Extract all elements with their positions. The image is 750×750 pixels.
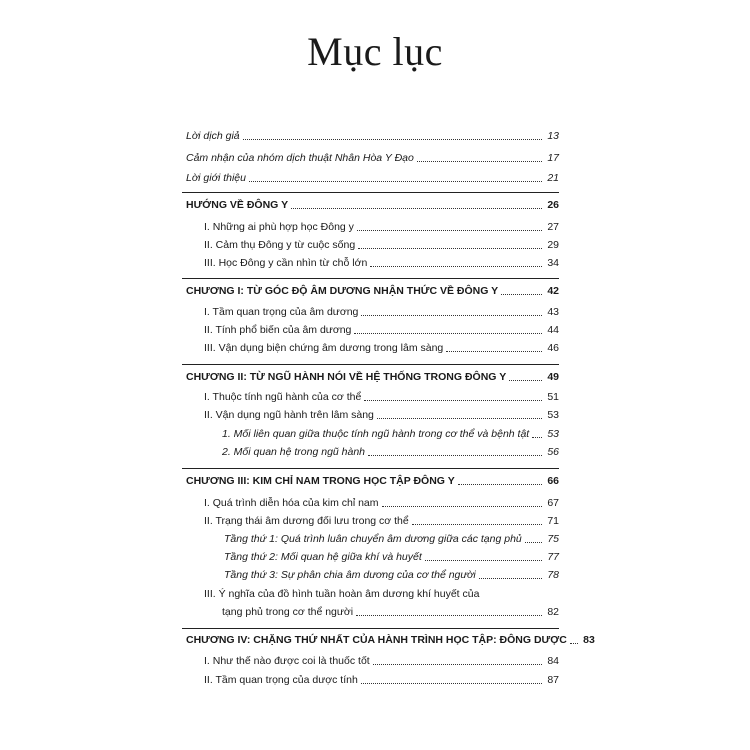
toc-entry-page: 53 xyxy=(547,409,559,421)
toc-chapter[interactable] xyxy=(186,371,559,384)
dot-leader xyxy=(377,418,542,419)
toc-chapter-page: 42 xyxy=(547,285,559,297)
toc-chapter-title: HƯỚNG VỀ ĐÔNG Y xyxy=(186,199,289,211)
toc-entry-title: I. Thuộc tính ngũ hành của cơ thể xyxy=(204,391,362,403)
section-divider xyxy=(182,192,559,193)
dot-leader xyxy=(458,484,542,485)
toc-entry-page: 46 xyxy=(547,342,559,354)
toc-entry-title: Lời giới thiệu xyxy=(186,172,246,184)
toc-entry[interactable] xyxy=(204,674,559,687)
toc-subentry-title: 1. Mối liên quan giữa thuộc tính ngũ hành trong cơ thể và bệnh tật xyxy=(222,428,530,440)
toc-entry-title: I. Như thế nào được coi là thuốc tốt xyxy=(204,655,370,667)
toc-entry[interactable] xyxy=(204,221,559,234)
toc-subentry-page: 75 xyxy=(547,533,559,545)
dot-leader xyxy=(356,615,542,616)
toc-chapter-title: CHƯƠNG II: TỪ NGŨ HÀNH NÓI VỀ HỆ THỐNG TRONG ĐÔNG Y xyxy=(186,371,507,383)
toc-entry-page: 87 xyxy=(547,674,559,686)
toc-entry[interactable] xyxy=(204,342,559,355)
toc-entry[interactable] xyxy=(186,152,559,165)
toc-entry-page: 21 xyxy=(547,172,559,184)
toc-entry-title: III. Học Đông y cần nhìn từ chỗ lớn xyxy=(204,257,368,269)
toc-entry-title: I. Tầm quan trọng của âm dương xyxy=(204,306,359,318)
dot-leader xyxy=(243,139,542,140)
toc-entry-page: 71 xyxy=(547,515,559,527)
toc-entry-page: 29 xyxy=(547,239,559,251)
toc-entry-page: 51 xyxy=(547,391,559,403)
toc-entry-page: 67 xyxy=(547,497,559,509)
toc-entry-page: 44 xyxy=(547,324,559,336)
dot-leader xyxy=(446,351,542,352)
dot-leader xyxy=(412,524,542,525)
dot-leader xyxy=(249,181,542,182)
toc-entry-title: Cảm nhận của nhóm dịch thuật Nhân Hòa Y Đạo xyxy=(186,152,414,164)
toc-subentry[interactable] xyxy=(222,446,559,459)
dot-leader xyxy=(361,315,542,316)
section-divider xyxy=(182,468,559,469)
dot-leader xyxy=(368,455,542,456)
toc-subentry[interactable] xyxy=(224,551,559,564)
toc-entry[interactable] xyxy=(204,409,559,422)
toc-chapter[interactable] xyxy=(186,475,559,488)
toc-subentry-title: Tầng thứ 1: Quá trình luân chuyển âm dương giữa các tạng phủ xyxy=(224,533,522,545)
dot-leader xyxy=(525,542,542,543)
toc-entry-page: 27 xyxy=(547,221,559,233)
dot-leader xyxy=(357,230,542,231)
toc-subentry-page: 77 xyxy=(547,551,559,563)
toc-entry[interactable] xyxy=(204,515,559,528)
toc-chapter-title: CHƯƠNG IV: CHẶNG THỨ NHẤT CỦA HÀNH TRÌNH HỌC TẬP: ĐÔNG DƯỢC xyxy=(186,634,567,646)
toc-chapter[interactable] xyxy=(186,199,559,212)
toc-entry[interactable] xyxy=(204,497,559,510)
toc-chapter-page: 49 xyxy=(547,371,559,383)
toc-entry-title: III. Vận dụng biện chứng âm dương trong lâm sàng xyxy=(204,342,444,354)
dot-leader xyxy=(291,208,542,209)
toc-entry[interactable] xyxy=(222,606,559,619)
dot-leader xyxy=(425,560,542,561)
toc-entry-page: 34 xyxy=(547,257,559,269)
toc-subentry[interactable] xyxy=(224,533,559,546)
dot-leader xyxy=(479,578,542,579)
toc-entry-title: II. Trạng thái âm dương đối lưu trong cơ thể xyxy=(204,515,409,527)
toc-entry-page: 84 xyxy=(547,655,559,667)
toc-entry[interactable] xyxy=(186,172,559,185)
toc-chapter-page: 66 xyxy=(547,475,559,487)
dot-leader xyxy=(509,380,542,381)
toc-entry-title: I. Những ai phù hợp học Đông y xyxy=(204,221,354,233)
toc-subentry-title: 2. Mối quan hệ trong ngũ hành xyxy=(222,446,366,458)
toc-chapter[interactable] xyxy=(186,634,595,647)
toc-subentry-title: Tầng thứ 2: Mối quan hệ giữa khí và huyết xyxy=(224,551,422,563)
toc-subentry-page: 56 xyxy=(547,446,559,458)
toc-subentry[interactable] xyxy=(224,569,559,582)
toc-entry-title: II. Tính phổ biến của âm dương xyxy=(204,324,352,336)
dot-leader xyxy=(417,161,542,162)
toc-entry[interactable] xyxy=(204,239,559,252)
toc-entry[interactable] xyxy=(204,306,559,319)
toc-subentry-page: 53 xyxy=(547,428,559,440)
toc-entry-page: 13 xyxy=(547,130,559,142)
toc-entry-title: II. Cảm thụ Đông y từ cuộc sống xyxy=(204,239,356,251)
section-divider xyxy=(182,364,559,365)
page-title: Mục lục xyxy=(307,29,443,74)
dot-leader xyxy=(354,333,542,334)
dot-leader xyxy=(358,248,542,249)
toc-entry-title: I. Quá trình diễn hóa của kim chỉ nam xyxy=(204,497,379,509)
toc-chapter-page: 83 xyxy=(583,634,595,646)
toc-entry-page: 82 xyxy=(547,606,559,618)
toc-entry-title: tạng phủ trong cơ thể người xyxy=(222,606,354,618)
dot-leader xyxy=(501,294,542,295)
dot-leader xyxy=(373,664,542,665)
dot-leader xyxy=(370,266,542,267)
toc-subentry-title: Tầng thứ 3: Sự phân chia âm dương của cơ thể người xyxy=(224,569,476,581)
toc-entry-title[interactable]: III. Ý nghĩa của đồ hình tuần hoàn âm dương khí huyết của xyxy=(204,588,480,600)
toc-chapter-title: CHƯƠNG III: KIM CHỈ NAM TRONG HỌC TẬP ĐÔNG Y xyxy=(186,475,455,487)
dot-leader xyxy=(382,506,542,507)
dot-leader xyxy=(570,643,578,644)
toc-entry-page: 17 xyxy=(547,152,559,164)
toc-entry-title: II. Vận dụng ngũ hành trên lâm sàng xyxy=(204,409,374,421)
toc-entry[interactable] xyxy=(204,257,559,270)
toc-chapter-title: CHƯƠNG I: TỪ GÓC ĐỘ ÂM DƯƠNG NHẬN THỨC VỀ ĐÔNG Y xyxy=(186,285,499,297)
toc-subentry[interactable] xyxy=(222,428,559,441)
section-divider xyxy=(182,628,559,629)
dot-leader xyxy=(361,683,542,684)
toc-entry-title: II. Tầm quan trọng của dược tính xyxy=(204,674,358,686)
toc-entry[interactable] xyxy=(204,655,559,668)
toc-chapter-page: 26 xyxy=(547,199,559,211)
dot-leader xyxy=(532,437,542,438)
toc-entry[interactable] xyxy=(204,324,559,337)
toc-entry-page: 43 xyxy=(547,306,559,318)
toc-chapter[interactable] xyxy=(186,285,559,298)
toc-subentry-page: 78 xyxy=(547,569,559,581)
toc-entry[interactable] xyxy=(186,130,559,143)
dot-leader xyxy=(364,400,542,401)
toc-entry-title: Lời dịch giả xyxy=(186,130,240,142)
toc-entry[interactable] xyxy=(204,391,559,404)
section-divider xyxy=(182,278,559,279)
